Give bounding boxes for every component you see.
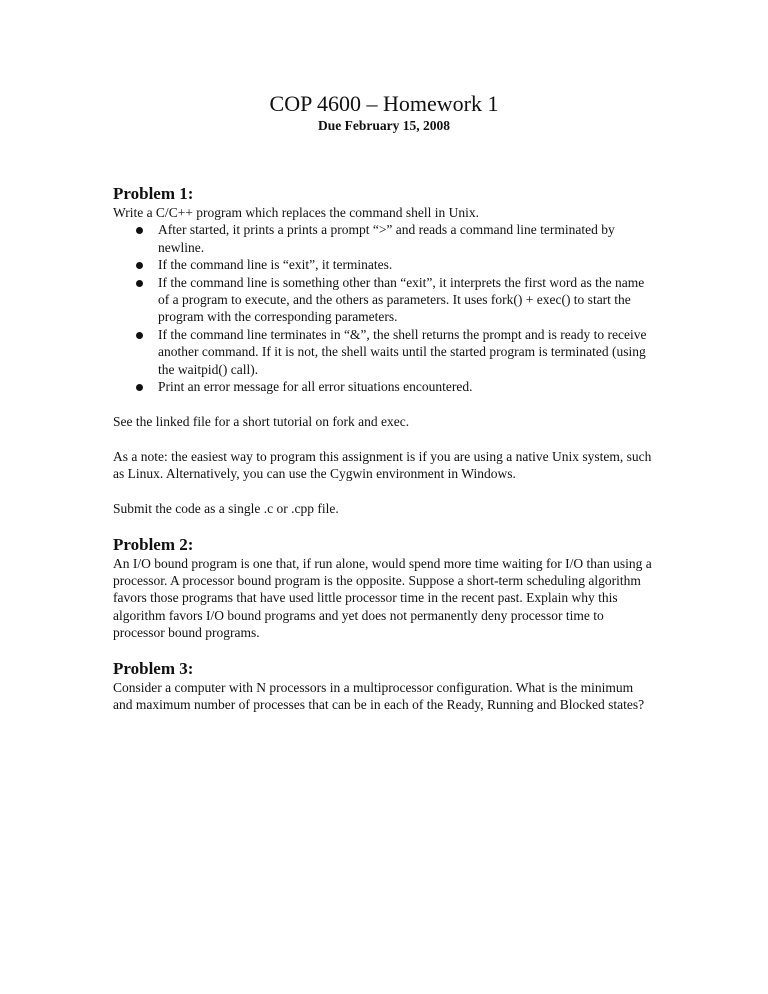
list-item: [113, 274, 653, 326]
problem-2-section: [113, 535, 653, 642]
platform-note: As a note: the easiest way to program this assignment is if you are using a native Unix system, such as Linux. Alternatively, you can use the Cygwin environment in Windows.: [113, 448, 652, 482]
problem-2-heading: Problem 2:: [113, 534, 194, 554]
bullet-icon: [136, 332, 143, 339]
list-item: [113, 221, 653, 256]
list-item: [113, 256, 653, 273]
problem-3-text: Consider a computer with N processors in a multiprocessor configuration. What is the minimum and maximum number of processes that can be in each of the Ready, Running and Blocked states?: [113, 680, 645, 713]
problem-1-heading: Problem 1:: [113, 184, 194, 203]
problem-3-heading: Problem 3:: [113, 659, 194, 679]
document-title: COP 4600 – Homework 1: [269, 91, 499, 116]
bullet-icon: [136, 227, 143, 234]
problem-3-section: [113, 659, 653, 714]
bullet-icon: [136, 262, 143, 269]
problem-2-text: An I/O bound program is one that, if run alone, would spend more time waiting for I/O than using a processor. A processor bound program is the opposite. Suppose a short-term scheduling algorithm favors those programs that have used little processor time in the recent past. Explain why this algorithm favors I/O bound programs and yet does not permanently deny processor time to processor bound programs.: [113, 555, 652, 641]
problem-1-requirements-list: [113, 221, 653, 395]
list-item-text: If the command line is “exit”, it terminates.: [158, 257, 393, 273]
list-item-text: If the command line terminates in “&”, the shell returns the prompt and is ready to receive another command. If it is not, the shell waits until the started program is terminated (using the waitpid() call).: [158, 326, 647, 377]
list-item-text: If the command line is something other than “exit”, it interprets the first word as the name of a program to execute, and the others as parameters. It uses fork() + exec() to start the program with the corresponding parameters.: [158, 274, 645, 325]
list-item: [113, 326, 653, 378]
bullet-icon: [136, 384, 143, 391]
list-item: [113, 378, 653, 395]
list-item-text: Print an error message for all error situations encountered.: [158, 379, 473, 395]
submit-note: Submit the code as a single .c or .cpp file.: [113, 500, 339, 516]
document-body: [113, 184, 653, 714]
list-item-text: After started, it prints a prints a prompt “>” and reads a command line terminated by newline.: [158, 222, 615, 255]
due-date: Due February 15, 2008: [318, 118, 450, 133]
problem-1-section: [113, 184, 653, 517]
bullet-icon: [136, 280, 143, 287]
tutorial-note: See the linked file for a short tutorial on fork and exec.: [113, 413, 410, 429]
problem-1-intro: Write a C/C++ program which replaces the command shell in Unix.: [113, 205, 479, 220]
